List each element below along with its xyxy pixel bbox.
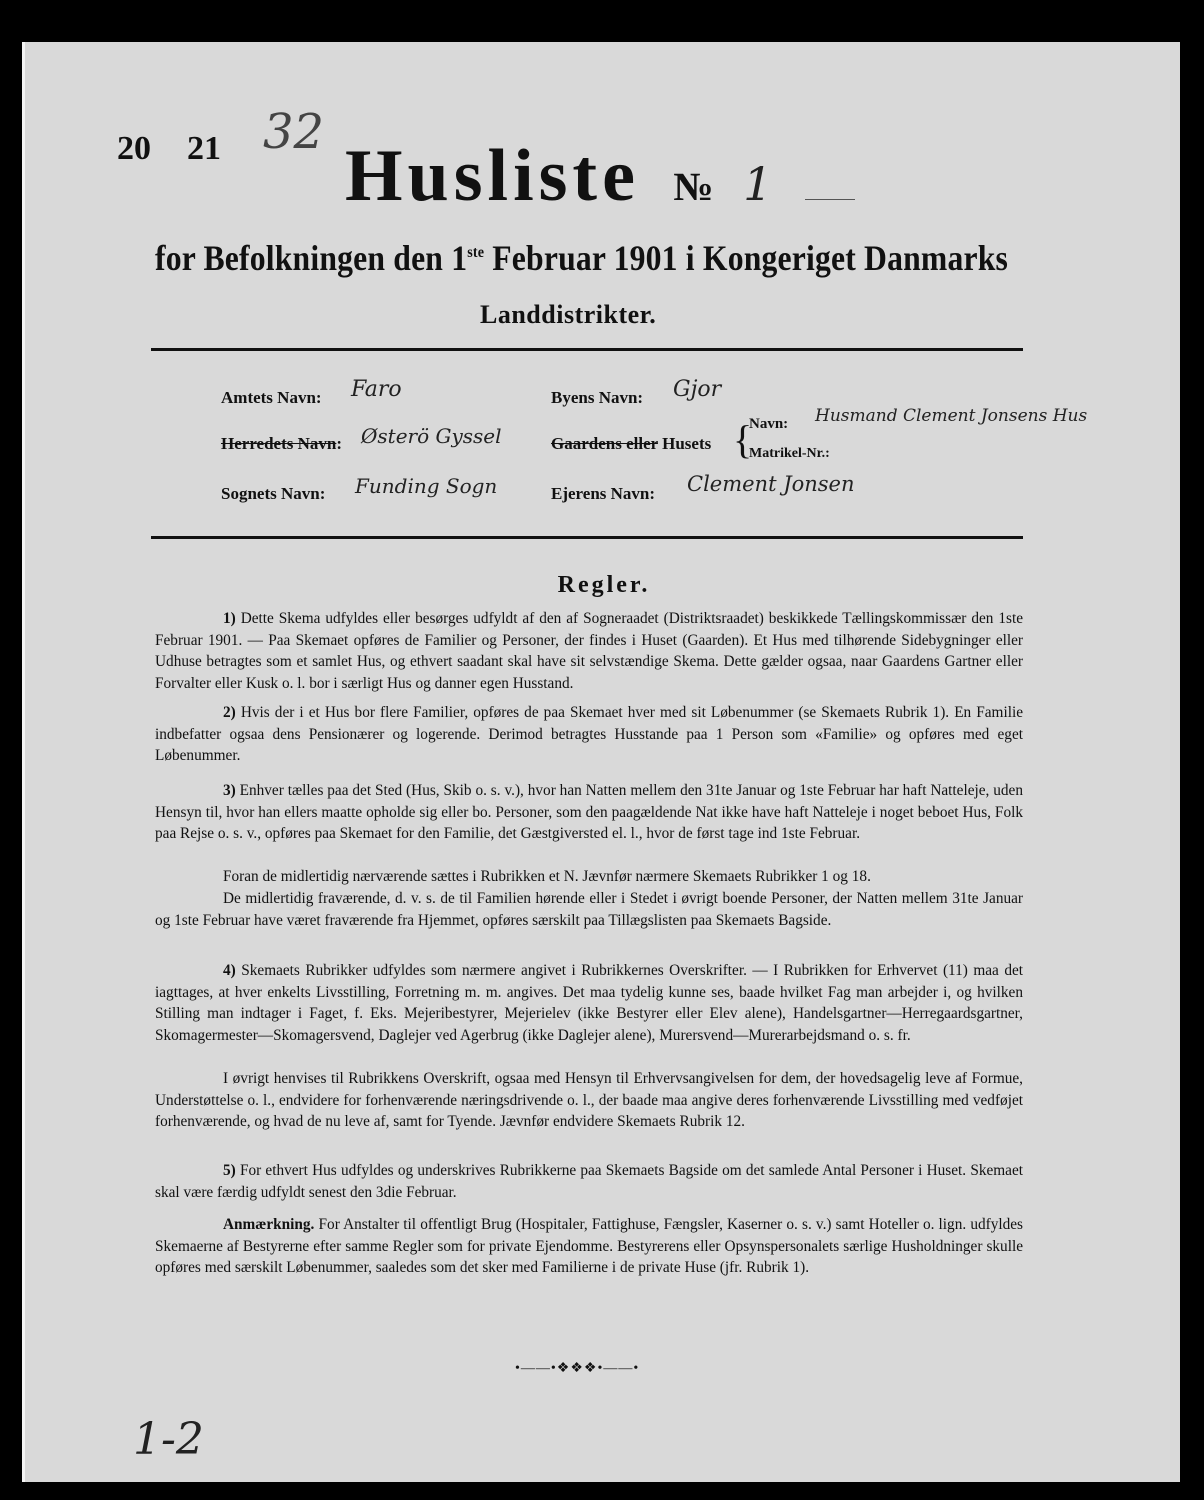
district-heading: Landdistrikter. — [480, 300, 657, 329]
husets-label: Husets — [662, 434, 712, 453]
census-form-page — [22, 42, 1180, 1482]
form-number: 1 — [743, 157, 778, 211]
husets-label-wrap — [551, 434, 711, 454]
ejerens-value[interactable]: Clement Jonsen — [687, 472, 855, 496]
rule-3-number: 3) — [223, 782, 236, 799]
sognets-value[interactable]: Funding Sogn — [355, 474, 498, 498]
middle-rule — [151, 536, 1023, 539]
subtitle-post: Februar 1901 i Kongeriget Danmarks — [484, 238, 1009, 278]
remark-text: For Anstalter til offentligt Brug (Hospitaler, Fattighuse, Fængsler, Kaserner o. s. v.) samt Hoteller o. lign. udfyldes Skemaerne af Bestyrerne efter samme Regler som for private Ejendomme. Bestyrerens eller Opsynspersonalets særlige Husholdninger skulle opføres med særskilt Løbenummer, saaledes som det sker med Familierne i de private Huse (jfr. Rubrik 1). — [155, 1216, 1024, 1277]
title-text: Husliste — [345, 135, 640, 217]
herredets-colon: : — [336, 434, 343, 453]
remark — [155, 1214, 1023, 1279]
amtets-value[interactable]: Faro — [351, 377, 402, 402]
form-title — [345, 134, 855, 219]
form-subtitle — [155, 237, 1008, 279]
rule-4 — [155, 960, 1023, 1047]
rule-2 — [155, 702, 1023, 767]
remark-label: Anmærkning. — [223, 1216, 315, 1233]
byens-label: Byens Navn: — [551, 388, 644, 407]
page-number-21: 21 — [187, 130, 221, 167]
rule-3-text: Enhver tælles paa det Sted (Hus, Skib o. s. v.), hvor han Natten mellem den 31te Januar og 1ste Februar har haft Natteleje, uden Hensyn til, hvor han ellers maatte opholde sig eller bo. Personer, som den paagældende Nat ikke have haft Natteleje i noget beboet Hus, Folk paa Rejse o. s. v., opføres paa Skemaet for den Familie, det Gæstgiversted el. l., hvor de først tage ind 1ste Februar. — [155, 782, 1023, 843]
husets-brace: { — [733, 417, 753, 462]
rule-1-text: Dette Skema udfyldes eller besørges udfyldt af den af Sogneraadet (Distriktsraadet) beskikkede Tællingskommissær den 1ste Februar 1901. — Paa Skemaet opføres de Familier og Personer, der findes i Huset (Gaarden). Et Hus med tilhørende Sidebygninger eller Udhuse betragtes som et samlet Hus, og ethvert saadant skal have sit selvstændige Skema. Dette gælder ogsaa, naar Gaardens Gartner eller Forvalter eller Kusk o. l. bor i særligt Hus og danner egen Husstand. — [155, 610, 1023, 693]
rules-heading: Regler. — [557, 572, 651, 598]
rule-5-number: 5) — [223, 1162, 236, 1179]
page-number-20: 20 — [117, 130, 151, 167]
sognets-label: Sognets Navn: — [221, 484, 326, 503]
byens-value[interactable]: Gjor — [673, 377, 722, 402]
handwritten-page-number: 32 — [263, 104, 325, 160]
amtets-label: Amtets Navn: — [221, 388, 322, 407]
rule-4-text: Skemaets Rubrikker udfyldes som nærmere angivet i Rubrikkernes Overskrifter. — I Rubrikken for Erhvervet (11) maa det iagttages, at hver enkelts Livsstilling, Forretning m. m. angives. Det maa tydelig kunne ses, baade hvilket Fag man arbejder i, og hvilken Stilling man indtager i Faget, f. Eks. Mejeribestyrer, Mejerielev (ikke Bestyrer eller Elev alene), Handelsgartner—Herregaardsgartner, Skomagermester—Skomagersvend, Daglejer ved Agerbrug (ikke Daglejer alene), Murersvend—Murerarbejdsmand o. s. fr. — [155, 962, 1024, 1045]
navn-label: Navn: — [749, 416, 789, 432]
top-rule — [151, 348, 1023, 351]
ornament-divider: •——•❖❖❖•——• — [515, 1361, 640, 1376]
herredets-label: Herredets Navn — [221, 434, 337, 453]
gaardens-label: Gaardens eller — [551, 434, 658, 453]
rule-1 — [155, 608, 1023, 695]
herredets-value[interactable]: Østerö Gyssel — [361, 424, 502, 448]
rule-4-sub: I øvrigt henvises til Rubrikkens Overskrift, ogsaa med Hensyn til Erhvervsangivelsen for dem, der hovedsagelig leve af Formue, Understøttelse o. l., endvidere for forhenværende næringsdrivende o. l., der baade maa angive deres forhenværende Livsstilling med vedføjet forhenværende, og hvad de nu leve af, samt for Tyende. Jævnfør endvidere Skemaets Rubrik 12. — [155, 1070, 1023, 1131]
rule-1-number: 1) — [223, 610, 236, 627]
rule-3-sub-1: Foran de midlertidig nærværende sættes i Rubrikken et N. Jævnfør nærmere Skemaets Rubrikker 1 og 18. — [223, 868, 871, 885]
subtitle-superscript: ste — [467, 244, 485, 261]
rule-3-sub-2: De midlertidig fraværende, d. v. s. de til Familien hørende eller i Stedet i øvrigt boende Personer, der Natten mellem 31te Januar og 1ste Februar have været fraværende fra Hjemmet, opføres særskilt paa Tillægslisten paa Skemaets Bagside. — [155, 890, 1023, 929]
rule-5 — [155, 1160, 1023, 1203]
herredets-label-wrap — [221, 434, 342, 454]
rule-2-number: 2) — [223, 704, 236, 721]
matrikel-label: Matrikel-Nr.: — [749, 446, 830, 461]
number-underline — [805, 199, 855, 200]
navn-value[interactable]: Husmand Clement Jonsens Hus — [815, 406, 1088, 426]
subtitle-pre: for Befolkningen den 1 — [155, 238, 468, 278]
rule-4-number: 4) — [223, 962, 236, 979]
rule-5-text: For ethvert Hus udfyldes og underskrives Rubrikkerne paa Skemaets Bagside om det samlede Antal Personer i Huset. Skemaet skal være færdig udfyldt senest den 3die Februar. — [155, 1162, 1024, 1201]
rule-3 — [155, 780, 1023, 845]
handwritten-bottom-note: 1-2 — [133, 1414, 204, 1465]
number-sign: № — [673, 164, 714, 209]
rule-2-text: Hvis der i et Hus bor flere Familier, opføres de paa Skemaet hver med sit Løbenummer (se Skemaets Rubrik 1). En Familie indbefatter ogsaa dens Pensionærer og logerende. Derimod betragtes Husstande paa 1 Person som «Familie» og opføres med eget Løbenummer. — [155, 704, 1023, 765]
ejerens-label: Ejerens Navn: — [551, 484, 656, 503]
